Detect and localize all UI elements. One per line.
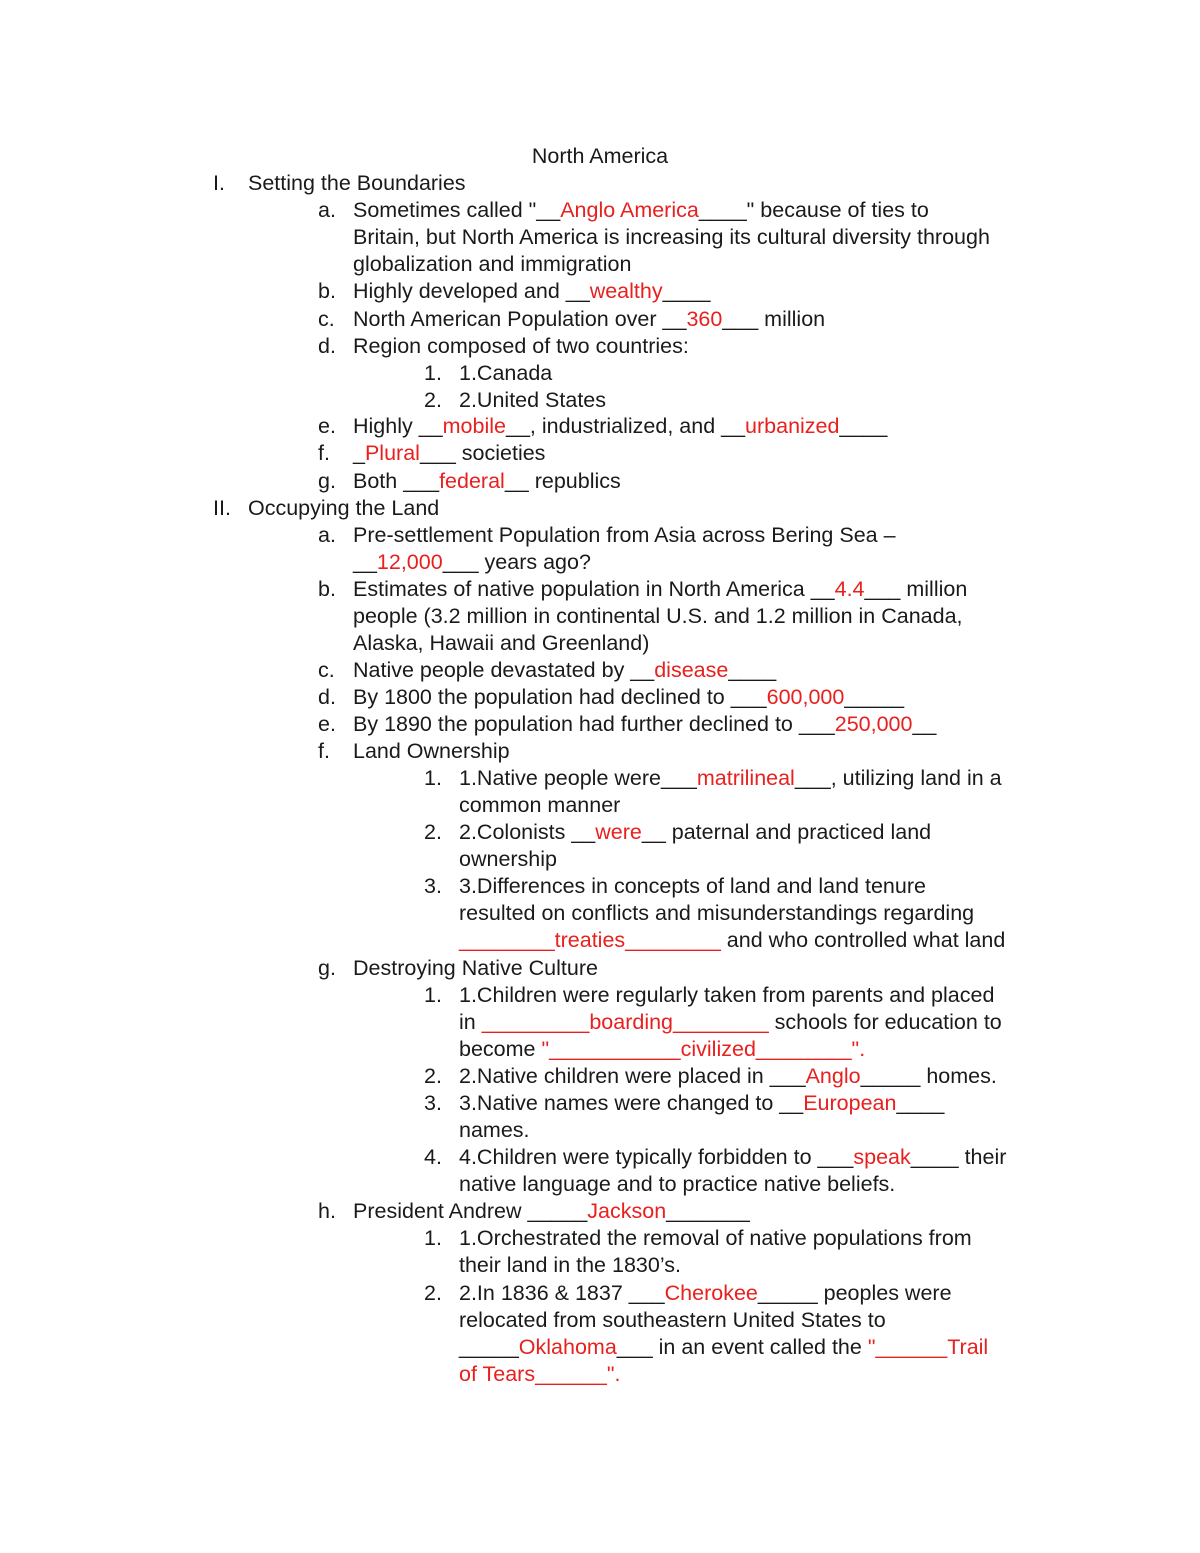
outline-line [459,1063,997,1090]
list-marker: 3. [424,1091,442,1115]
prompt-text: ownership [459,847,557,871]
list-marker: 2. [424,388,442,412]
list-marker: 1. [424,1226,442,1250]
prompt-text: schools for education to [768,1010,1002,1034]
prompt-text: 2.United States [459,388,607,412]
answer-text: speak [853,1145,911,1169]
prompt-text: ___ million [864,577,968,601]
list-marker: 3. [424,874,442,898]
outline-line [459,765,1002,792]
prompt-text: Native people devastated by __ [353,658,655,682]
prompt-text: and who controlled what land [720,928,1006,952]
outline-line [353,278,710,305]
prompt-text: Setting the Boundaries [248,171,466,195]
answer-text: Anglo [805,1064,861,1088]
answer-text: 360 [686,307,723,331]
prompt-text: __ republics [504,469,621,493]
outline-line [353,413,887,440]
prompt-text: Sometimes called "__ [353,198,561,222]
prompt-text: _ [353,441,365,465]
outline-line [353,711,936,738]
outline-line [459,1334,988,1361]
prompt-text: Pre-settlement Population from Asia across Bering Sea – [353,523,896,547]
prompt-text: _______ [666,1199,750,1223]
answer-text: "______Trail [867,1335,989,1359]
prompt-text: 1.Canada [459,361,553,385]
outline-line [459,1144,1006,1171]
prompt-text: Estimates of native population in North America __ [353,577,835,601]
list-marker: e. [318,414,336,438]
list-marker: c. [318,658,335,682]
prompt-text: __, industrialized, and __ [505,414,746,438]
list-marker: f. [318,739,330,763]
prompt-text: Highly __ [353,414,443,438]
answer-text: Oklahoma [518,1335,617,1359]
prompt-text: Both ___ [353,469,440,493]
prompt-text: globalization and immigration [353,252,632,276]
prompt-text: in [459,1010,482,1034]
outline-line [353,684,904,711]
outline-line [459,1009,1002,1036]
prompt-text: 3.Differences in concepts of land and land tenure [459,874,926,898]
prompt-text: _____ [459,1335,519,1359]
list-marker: g. [318,956,336,980]
prompt-text: ____ [896,1091,945,1115]
outline-line [353,522,896,549]
outline-line [459,982,994,1009]
outline-line [459,819,931,846]
outline-line [459,1361,620,1388]
answer-text: Cherokee [664,1281,758,1305]
answer-text: 600,000 [766,685,845,709]
prompt-text: __ paternal and practiced land [641,820,932,844]
outline-line [459,792,620,819]
outline-line [353,630,649,657]
answer-text: were [595,820,642,844]
list-marker: 2. [424,820,442,844]
answer-text: matrilineal [696,766,795,790]
outline-line [353,603,963,630]
prompt-text: 2.Colonists __ [459,820,596,844]
prompt-text: resulted on conflicts and misunderstandings regarding [459,901,975,925]
prompt-text: 4.Children were typically forbidden to ___ [459,1145,854,1169]
list-marker: 1. [424,361,442,385]
prompt-text: ____ their [910,1145,1007,1169]
answer-text: of Tears______". [459,1362,621,1386]
outline-line [459,1171,895,1198]
prompt-text: 1.Native people were___ [459,766,697,790]
outline-line [353,251,631,278]
outline-line [459,1307,886,1334]
list-marker: e. [318,712,336,736]
prompt-text: ____" because of ties to [698,198,929,222]
prompt-text: North American Population over __ [353,307,687,331]
prompt-text: Highly developed and __ [353,279,590,303]
outline-line [459,387,606,414]
answer-text: federal [439,469,505,493]
prompt-text: ____ [662,279,711,303]
outline-line [353,333,689,360]
document-title: North America [531,144,669,168]
prompt-text: ____ [728,658,777,682]
prompt-text: names. [459,1118,530,1142]
outline-line [353,306,825,333]
prompt-text: _____ peoples were [757,1281,952,1305]
answer-text: Anglo America [560,198,699,222]
outline-line [459,846,557,873]
list-marker: I. [213,171,225,195]
prompt-text: their land in the 1830’s. [459,1253,681,1277]
prompt-text: Destroying Native Culture [353,956,598,980]
list-marker: f. [318,441,330,465]
answer-text: ________treaties________ [459,928,721,952]
outline-line [459,1036,865,1063]
outline-line [353,440,545,467]
answer-text: urbanized [745,414,840,438]
outline-line [459,1225,972,1252]
prompt-text: Land Ownership [353,739,510,763]
list-marker: g. [318,469,336,493]
outline-line [353,224,990,251]
prompt-text: people (3.2 million in continental U.S. and 1.2 million in Canada, [353,604,963,628]
list-marker: a. [318,198,336,222]
answer-text: 250,000 [834,712,913,736]
answer-text: _________boarding________ [481,1010,769,1034]
answer-text: disease [654,658,729,682]
outline-line [353,549,591,576]
outline-line [248,495,439,522]
prompt-text: native language and to practice native beliefs. [459,1172,896,1196]
list-marker: c. [318,307,335,331]
list-marker: II. [213,496,231,520]
prompt-text: 2.Native children were placed in ___ [459,1064,806,1088]
outline-line [353,468,621,495]
outline-line [353,738,510,765]
outline-line [353,955,598,982]
prompt-text: _____ homes. [860,1064,997,1088]
prompt-text: 1.Orchestrated the removal of native populations from [459,1226,972,1250]
list-marker: 4. [424,1145,442,1169]
answer-text: 12,000 [376,550,443,574]
answer-text: mobile [442,414,506,438]
list-marker: d. [318,334,336,358]
prompt-text: ___ million [722,307,826,331]
outline-line [353,657,776,684]
outline-line [353,1198,750,1225]
outline-line [459,900,974,927]
list-marker: 2. [424,1064,442,1088]
outline-line [459,873,926,900]
outline-line [353,197,929,224]
outline-line [459,927,1005,954]
prompt-text: Region composed of two countries: [353,334,689,358]
prompt-text: 1.Children were regularly taken from parents and placed [459,983,995,1007]
outline-line [248,170,466,197]
list-marker: b. [318,577,336,601]
prompt-text: Alaska, Hawaii and Greenland) [353,631,650,655]
prompt-text: common manner [459,793,621,817]
list-marker: 2. [424,1281,442,1305]
prompt-text: ___, utilizing land in a [794,766,1002,790]
answer-text: wealthy [589,279,663,303]
prompt-text: President Andrew _____ [353,1199,588,1223]
outline-line [459,1090,944,1117]
list-marker: b. [318,279,336,303]
outline-line [459,1280,952,1307]
prompt-text: By 1800 the population had declined to ___ [353,685,767,709]
prompt-text: ___ in an event called the [616,1335,868,1359]
prompt-text: relocated from southeastern United States to [459,1308,886,1332]
list-marker: 1. [424,766,442,790]
prompt-text: __ [912,712,937,736]
answer-text: European [803,1091,897,1115]
outline-line [353,576,967,603]
answer-text: Plural [364,441,420,465]
prompt-text: By 1890 the population had further declined to ___ [353,712,835,736]
list-marker: h. [318,1199,336,1223]
prompt-text: ___ societies [419,441,546,465]
outline-line [459,1117,530,1144]
prompt-text: Britain, but North America is increasing its cultural diversity through [353,225,990,249]
prompt-text: 2.In 1836 & 1837 ___ [459,1281,665,1305]
answer-text: "___________civilized________". [541,1037,866,1061]
list-marker: 1. [424,983,442,1007]
prompt-text: Occupying the Land [248,496,440,520]
prompt-text: ___ years ago? [442,550,591,574]
prompt-text: ____ [839,414,888,438]
prompt-text: _____ [844,685,905,709]
answer-text: Jackson [587,1199,667,1223]
outline-line [459,1252,681,1279]
outline-line [459,360,552,387]
prompt-text: 3.Native names were changed to __ [459,1091,804,1115]
list-marker: a. [318,523,336,547]
list-marker: d. [318,685,336,709]
prompt-text: become [459,1037,542,1061]
answer-text: 4.4 [834,577,865,601]
prompt-text: __ [353,550,377,574]
